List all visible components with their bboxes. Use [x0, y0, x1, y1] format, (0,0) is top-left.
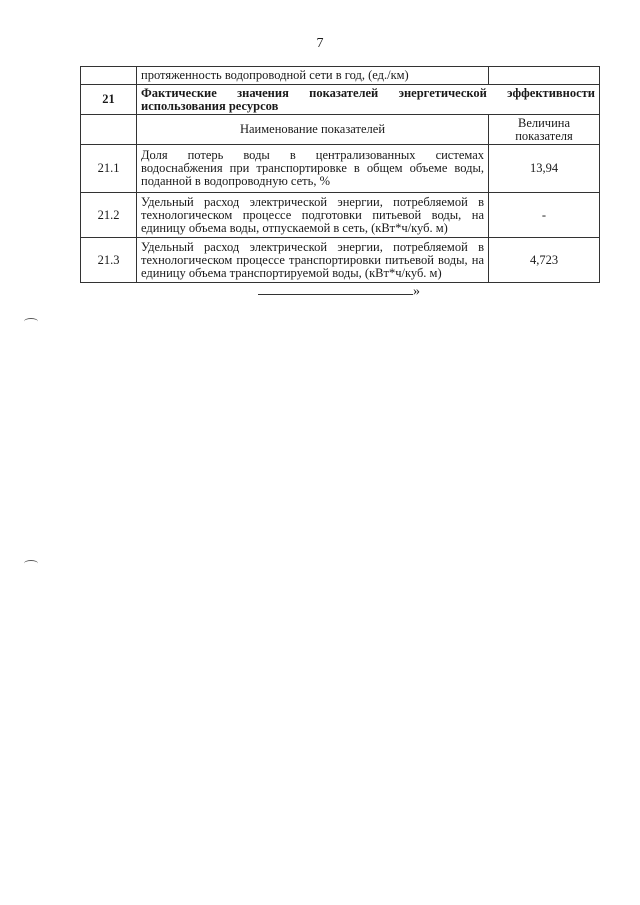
- scan-mark-upper: [24, 318, 38, 325]
- closing-rule: [258, 284, 413, 295]
- continuation-num-cell: [81, 67, 137, 85]
- row-value: 13,94: [489, 145, 600, 193]
- row-name: Удельный расход электрической энергии, потребляемой в технологическом процессе транспортировки питьевой воды, на единицу объема транспортируемой воды, (кВт*ч/куб. м): [137, 238, 489, 283]
- header-row: [81, 115, 600, 145]
- row-number: 21.2: [81, 193, 137, 238]
- header-name: Наименование показателей: [137, 115, 489, 145]
- table-row: [81, 238, 600, 283]
- row-name: Доля потерь воды в централизованных системах водоснабжения при транспортировке в общем объеме воды, поданной в водопроводную сеть, %: [137, 145, 489, 193]
- row-value: 4,723: [489, 238, 600, 283]
- section-number: 21: [81, 85, 137, 115]
- closing-quote: »: [413, 284, 420, 299]
- indicators-table: [80, 66, 600, 283]
- closing-line: [258, 284, 420, 300]
- row-value: -: [489, 193, 600, 238]
- row-number: 21.3: [81, 238, 137, 283]
- continuation-text: протяженность водопроводной сети в год, (ед./км): [137, 67, 489, 85]
- header-num-cell: [81, 115, 137, 145]
- row-number: 21.1: [81, 145, 137, 193]
- row-name: Удельный расход электрической энергии, потребляемой в технологическом процессе подготовки питьевой воды, на единицу объема воды, отпускаемой в сеть, (кВт*ч/куб. м): [137, 193, 489, 238]
- continuation-row: [81, 67, 600, 85]
- page-number: 7: [316, 36, 324, 51]
- section-title: Фактические значения показателей энергетической эффективности использования ресурсов: [137, 85, 600, 115]
- table-row: [81, 145, 600, 193]
- continuation-value-cell: [489, 67, 600, 85]
- table-row: [81, 193, 600, 238]
- header-value: Величина показателя: [489, 115, 600, 145]
- scan-mark-lower: [24, 560, 38, 567]
- section-row: [81, 85, 600, 115]
